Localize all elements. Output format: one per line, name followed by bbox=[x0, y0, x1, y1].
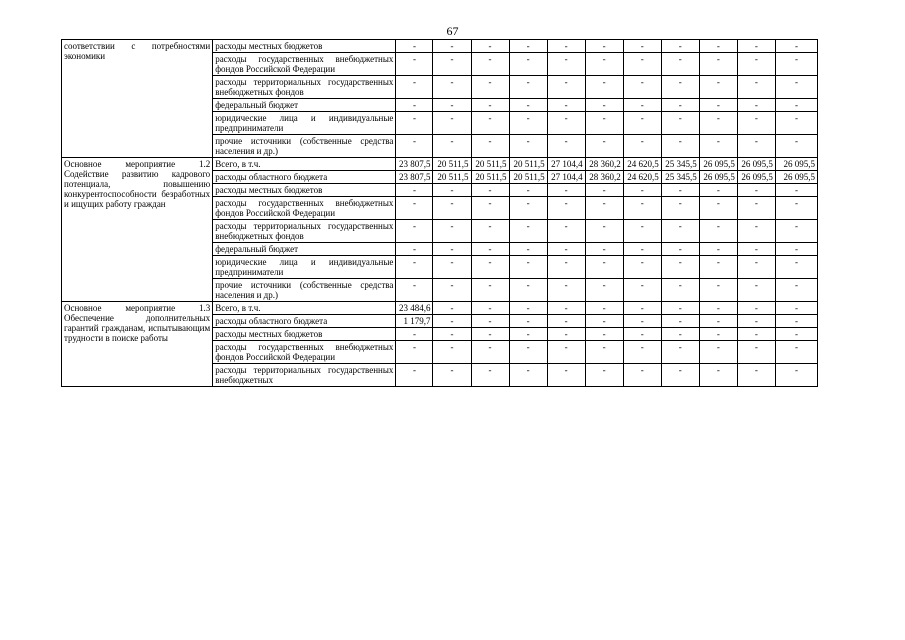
value-cell: 20 511,5 bbox=[433, 171, 471, 184]
value-cell: - bbox=[623, 220, 661, 243]
value-cell: 26 095,5 bbox=[699, 158, 737, 171]
value-cell: 24 620,5 bbox=[623, 158, 661, 171]
funding-source-cell: юридические лица и индивидуальные предприниматели bbox=[213, 256, 396, 279]
value-cell: - bbox=[585, 256, 623, 279]
value-cell: - bbox=[509, 364, 547, 387]
value-cell: - bbox=[547, 220, 585, 243]
value-cell: - bbox=[471, 112, 509, 135]
value-cell: - bbox=[661, 99, 699, 112]
value-cell: - bbox=[661, 341, 699, 364]
value-cell: - bbox=[775, 341, 817, 364]
value-cell: - bbox=[661, 328, 699, 341]
value-cell: - bbox=[509, 279, 547, 302]
value-cell: - bbox=[623, 99, 661, 112]
value-cell: - bbox=[585, 279, 623, 302]
value-cell: - bbox=[623, 243, 661, 256]
value-cell: - bbox=[585, 197, 623, 220]
value-cell: - bbox=[509, 197, 547, 220]
value-cell: - bbox=[585, 40, 623, 53]
value-cell: - bbox=[547, 53, 585, 76]
value-cell: - bbox=[396, 243, 433, 256]
funding-source-cell: расходы местных бюджетов bbox=[213, 328, 396, 341]
value-cell: - bbox=[396, 76, 433, 99]
funding-source-cell: расходы областного бюджета bbox=[213, 315, 396, 328]
funding-source-cell: расходы государственных внебюджетных фондов Российской Федерации bbox=[213, 341, 396, 364]
value-cell: - bbox=[585, 184, 623, 197]
funding-source-cell: расходы областного бюджета bbox=[213, 171, 396, 184]
value-cell: - bbox=[433, 243, 471, 256]
value-cell: - bbox=[509, 243, 547, 256]
value-cell: - bbox=[509, 40, 547, 53]
measure-cell: соответствии с потребностями экономики bbox=[62, 40, 213, 158]
value-cell: - bbox=[509, 328, 547, 341]
value-cell: - bbox=[775, 112, 817, 135]
value-cell: - bbox=[623, 302, 661, 315]
value-cell: - bbox=[585, 364, 623, 387]
value-cell: 23 807,5 bbox=[396, 171, 433, 184]
value-cell: 28 360,2 bbox=[585, 158, 623, 171]
value-cell: 28 360,2 bbox=[585, 171, 623, 184]
funding-source-cell: юридические лица и индивидуальные предприниматели bbox=[213, 112, 396, 135]
value-cell: - bbox=[699, 341, 737, 364]
value-cell: - bbox=[509, 302, 547, 315]
funding-source-cell: прочие источники (собственные средства населения и др.) bbox=[213, 279, 396, 302]
value-cell: - bbox=[509, 76, 547, 99]
value-cell: - bbox=[585, 53, 623, 76]
value-cell: 20 511,5 bbox=[509, 171, 547, 184]
funding-source-cell: расходы территориальных государственных внебюджетных bbox=[213, 364, 396, 387]
value-cell: - bbox=[661, 279, 699, 302]
value-cell: - bbox=[433, 135, 471, 158]
value-cell: - bbox=[699, 279, 737, 302]
funding-source-cell: прочие источники (собственные средства населения и др.) bbox=[213, 135, 396, 158]
value-cell: - bbox=[547, 197, 585, 220]
value-cell: - bbox=[623, 184, 661, 197]
value-cell: - bbox=[433, 53, 471, 76]
value-cell: - bbox=[471, 184, 509, 197]
value-cell: - bbox=[433, 40, 471, 53]
value-cell: - bbox=[699, 197, 737, 220]
value-cell: 20 511,5 bbox=[471, 171, 509, 184]
value-cell: - bbox=[471, 53, 509, 76]
value-cell: 23 807,5 bbox=[396, 158, 433, 171]
value-cell: - bbox=[661, 184, 699, 197]
funding-source-cell: Всего, в т.ч. bbox=[213, 158, 396, 171]
value-cell: 1 179,7 bbox=[396, 315, 433, 328]
value-cell: - bbox=[699, 364, 737, 387]
value-cell: - bbox=[623, 328, 661, 341]
value-cell: - bbox=[433, 341, 471, 364]
value-cell: - bbox=[471, 364, 509, 387]
value-cell: - bbox=[623, 197, 661, 220]
value-cell: - bbox=[509, 315, 547, 328]
value-cell: - bbox=[396, 99, 433, 112]
value-cell: - bbox=[547, 279, 585, 302]
value-cell: - bbox=[661, 40, 699, 53]
funding-source-cell: расходы территориальных государственных внебюджетных фондов bbox=[213, 76, 396, 99]
value-cell: - bbox=[623, 135, 661, 158]
value-cell: - bbox=[737, 99, 775, 112]
value-cell: - bbox=[585, 243, 623, 256]
value-cell: - bbox=[396, 197, 433, 220]
value-cell: - bbox=[661, 112, 699, 135]
value-cell: - bbox=[623, 40, 661, 53]
funding-source-cell: расходы государственных внебюджетных фондов Российской Федерации bbox=[213, 197, 396, 220]
value-cell: - bbox=[661, 315, 699, 328]
value-cell: - bbox=[737, 364, 775, 387]
value-cell: - bbox=[737, 112, 775, 135]
value-cell: 26 095,5 bbox=[775, 171, 817, 184]
value-cell: - bbox=[396, 220, 433, 243]
value-cell: 27 104,4 bbox=[547, 158, 585, 171]
value-cell: - bbox=[396, 112, 433, 135]
value-cell: - bbox=[775, 328, 817, 341]
value-cell: - bbox=[661, 364, 699, 387]
value-cell: - bbox=[775, 197, 817, 220]
value-cell: - bbox=[737, 53, 775, 76]
value-cell: 26 095,5 bbox=[699, 171, 737, 184]
page-number: 67 bbox=[446, 24, 459, 38]
value-cell: - bbox=[699, 315, 737, 328]
value-cell: - bbox=[396, 40, 433, 53]
value-cell: - bbox=[547, 135, 585, 158]
value-cell: - bbox=[585, 112, 623, 135]
value-cell: - bbox=[775, 53, 817, 76]
funding-source-cell: Всего, в т.ч. bbox=[213, 302, 396, 315]
value-cell: - bbox=[737, 220, 775, 243]
value-cell: - bbox=[433, 315, 471, 328]
value-cell: - bbox=[623, 112, 661, 135]
value-cell: - bbox=[547, 76, 585, 99]
value-cell: - bbox=[699, 243, 737, 256]
value-cell: - bbox=[433, 279, 471, 302]
value-cell: - bbox=[661, 76, 699, 99]
value-cell: - bbox=[547, 99, 585, 112]
value-cell: 20 511,5 bbox=[433, 158, 471, 171]
value-cell: - bbox=[471, 197, 509, 220]
value-cell: - bbox=[737, 135, 775, 158]
value-cell: - bbox=[737, 243, 775, 256]
value-cell: - bbox=[661, 197, 699, 220]
value-cell: - bbox=[547, 243, 585, 256]
value-cell: - bbox=[699, 112, 737, 135]
value-cell: - bbox=[509, 341, 547, 364]
funding-source-cell: расходы территориальных государственных внебюджетных фондов bbox=[213, 220, 396, 243]
value-cell: - bbox=[699, 135, 737, 158]
funding-source-cell: федеральный бюджет bbox=[213, 99, 396, 112]
funding-source-cell: федеральный бюджет bbox=[213, 243, 396, 256]
value-cell: - bbox=[585, 328, 623, 341]
value-cell: - bbox=[661, 220, 699, 243]
table-row bbox=[62, 302, 818, 315]
value-cell: - bbox=[471, 341, 509, 364]
value-cell: - bbox=[509, 53, 547, 76]
funding-source-cell: расходы государственных внебюджетных фондов Российской Федерации bbox=[213, 53, 396, 76]
value-cell: - bbox=[471, 76, 509, 99]
value-cell: - bbox=[433, 76, 471, 99]
value-cell: - bbox=[547, 302, 585, 315]
value-cell: - bbox=[737, 341, 775, 364]
value-cell: - bbox=[547, 112, 585, 135]
value-cell: - bbox=[699, 302, 737, 315]
value-cell: - bbox=[623, 279, 661, 302]
value-cell: 20 511,5 bbox=[509, 158, 547, 171]
value-cell: - bbox=[433, 184, 471, 197]
value-cell: - bbox=[623, 364, 661, 387]
value-cell: - bbox=[396, 364, 433, 387]
value-cell: - bbox=[737, 328, 775, 341]
value-cell: - bbox=[471, 40, 509, 53]
value-cell: - bbox=[737, 76, 775, 99]
value-cell: - bbox=[699, 256, 737, 279]
value-cell: - bbox=[509, 99, 547, 112]
value-cell: - bbox=[471, 328, 509, 341]
value-cell: - bbox=[585, 99, 623, 112]
value-cell: - bbox=[585, 220, 623, 243]
value-cell: - bbox=[775, 220, 817, 243]
value-cell: - bbox=[433, 302, 471, 315]
value-cell: - bbox=[433, 328, 471, 341]
value-cell: - bbox=[585, 315, 623, 328]
value-cell: - bbox=[661, 243, 699, 256]
value-cell: - bbox=[585, 135, 623, 158]
value-cell: - bbox=[661, 302, 699, 315]
value-cell: 25 345,5 bbox=[661, 158, 699, 171]
value-cell: - bbox=[585, 341, 623, 364]
value-cell: - bbox=[775, 243, 817, 256]
value-cell: - bbox=[509, 256, 547, 279]
value-cell: - bbox=[699, 76, 737, 99]
value-cell: - bbox=[737, 197, 775, 220]
value-cell: - bbox=[471, 135, 509, 158]
funding-source-cell: расходы местных бюджетов bbox=[213, 40, 396, 53]
value-cell: - bbox=[661, 256, 699, 279]
value-cell: - bbox=[396, 135, 433, 158]
value-cell: - bbox=[547, 184, 585, 197]
value-cell: - bbox=[433, 112, 471, 135]
funding-source-cell: расходы местных бюджетов bbox=[213, 184, 396, 197]
value-cell: 26 095,5 bbox=[775, 158, 817, 171]
value-cell: - bbox=[775, 99, 817, 112]
value-cell: - bbox=[699, 40, 737, 53]
value-cell: - bbox=[471, 256, 509, 279]
value-cell: - bbox=[737, 256, 775, 279]
value-cell: - bbox=[547, 40, 585, 53]
value-cell: - bbox=[661, 53, 699, 76]
value-cell: - bbox=[699, 99, 737, 112]
value-cell: 26 095,5 bbox=[737, 158, 775, 171]
value-cell: - bbox=[699, 53, 737, 76]
value-cell: - bbox=[509, 112, 547, 135]
table-row bbox=[62, 40, 818, 53]
value-cell: - bbox=[775, 315, 817, 328]
value-cell: 26 095,5 bbox=[737, 171, 775, 184]
value-cell: - bbox=[775, 40, 817, 53]
value-cell: - bbox=[471, 315, 509, 328]
value-cell: - bbox=[623, 53, 661, 76]
value-cell: - bbox=[471, 243, 509, 256]
value-cell: - bbox=[396, 328, 433, 341]
value-cell: - bbox=[396, 184, 433, 197]
value-cell: - bbox=[775, 256, 817, 279]
value-cell: - bbox=[547, 341, 585, 364]
value-cell: - bbox=[737, 302, 775, 315]
value-cell: - bbox=[699, 220, 737, 243]
value-cell: - bbox=[623, 256, 661, 279]
value-cell: 27 104,4 bbox=[547, 171, 585, 184]
value-cell: 23 484,6 bbox=[396, 302, 433, 315]
value-cell: - bbox=[433, 256, 471, 279]
value-cell: - bbox=[433, 197, 471, 220]
value-cell: - bbox=[547, 328, 585, 341]
value-cell: 25 345,5 bbox=[661, 171, 699, 184]
value-cell: - bbox=[775, 302, 817, 315]
value-cell: - bbox=[585, 76, 623, 99]
value-cell: - bbox=[623, 76, 661, 99]
value-cell: - bbox=[396, 53, 433, 76]
value-cell: - bbox=[585, 302, 623, 315]
value-cell: - bbox=[547, 315, 585, 328]
value-cell: - bbox=[396, 279, 433, 302]
value-cell: - bbox=[547, 256, 585, 279]
budget-table bbox=[61, 39, 818, 387]
value-cell: - bbox=[775, 364, 817, 387]
value-cell: - bbox=[433, 220, 471, 243]
measure-cell: Основное мероприятие 1.2 Содействие развитию кадрового потенциала, повышению конкурентоспособности безработных и ищущих работу граждан bbox=[62, 158, 213, 302]
value-cell: - bbox=[509, 135, 547, 158]
value-cell: - bbox=[396, 256, 433, 279]
value-cell: - bbox=[699, 328, 737, 341]
value-cell: - bbox=[509, 220, 547, 243]
value-cell: - bbox=[699, 184, 737, 197]
value-cell: - bbox=[623, 315, 661, 328]
value-cell: - bbox=[471, 279, 509, 302]
value-cell: - bbox=[471, 220, 509, 243]
value-cell: - bbox=[775, 76, 817, 99]
value-cell: - bbox=[547, 364, 585, 387]
value-cell: - bbox=[509, 184, 547, 197]
value-cell: - bbox=[737, 315, 775, 328]
value-cell: - bbox=[433, 99, 471, 112]
value-cell: - bbox=[661, 135, 699, 158]
value-cell: - bbox=[471, 302, 509, 315]
value-cell: - bbox=[737, 40, 775, 53]
value-cell: - bbox=[737, 184, 775, 197]
value-cell: - bbox=[396, 341, 433, 364]
value-cell: - bbox=[433, 364, 471, 387]
measure-cell: Основное мероприятие 1.3 Обеспечение дополнительных гарантий гражданам, испытывающим трудности в поиске работы bbox=[62, 302, 213, 387]
value-cell: - bbox=[775, 279, 817, 302]
value-cell: - bbox=[737, 279, 775, 302]
value-cell: 20 511,5 bbox=[471, 158, 509, 171]
value-cell: 24 620,5 bbox=[623, 171, 661, 184]
value-cell: - bbox=[471, 99, 509, 112]
value-cell: - bbox=[623, 341, 661, 364]
value-cell: - bbox=[775, 135, 817, 158]
value-cell: - bbox=[775, 184, 817, 197]
table-row bbox=[62, 158, 818, 171]
